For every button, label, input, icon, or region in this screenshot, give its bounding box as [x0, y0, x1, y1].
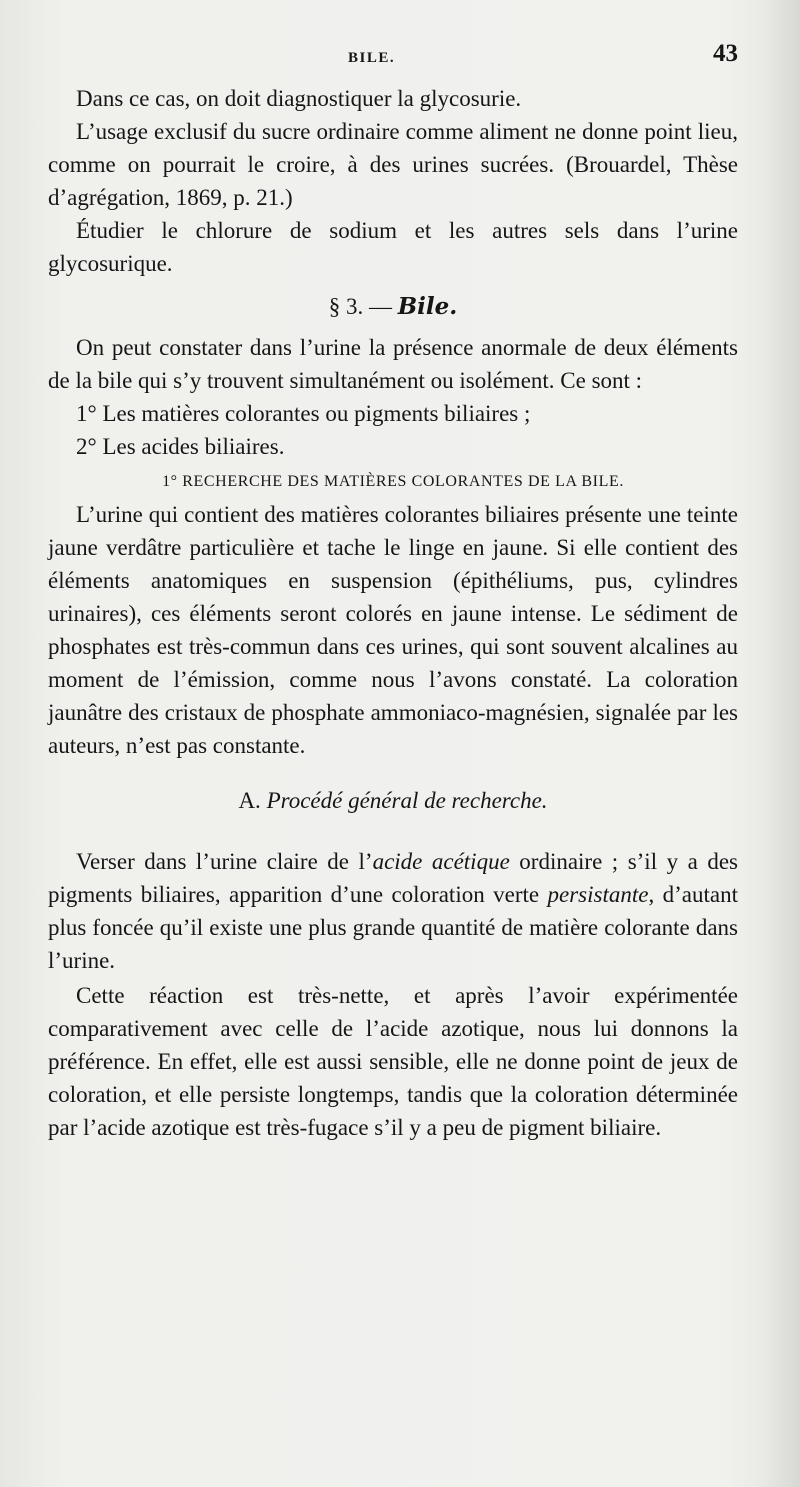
text-run: , d’autant plus foncée qu’il existe une plus grande quantité de matière colorante dans l’urine. — [48, 882, 738, 973]
procedure-title: Procédé général de recherche. — [266, 788, 548, 813]
text-run: Verser dans l’urine claire de l’ — [76, 849, 373, 874]
paragraph-sodium-chloride: Étudier le chlorure de sodium et les autres sels dans l’urine glycosurique. — [48, 218, 738, 276]
page-header — [48, 40, 738, 80]
list-item-acids: 2° Les acides biliaires. — [76, 434, 285, 459]
paragraph-sugar-diet: L’usage exclusif du sucre ordinaire comme aliment ne donne point lieu, comme on pourrait le croire, à des urines sucrées. (Brouardel, Thèse d’agrégation, 1869, p. 21.) — [48, 119, 738, 210]
running-head: BILE. — [348, 50, 396, 66]
emphasis-acetic-acid: acide acétique — [372, 849, 510, 874]
page-body — [48, 82, 738, 1144]
procedure-heading — [48, 784, 738, 817]
page-number: 43 — [713, 40, 738, 67]
subheading-coloring-matter: 1° RECHERCHE DES MATIÈRES COLORANTES DE LA BILE. — [162, 473, 624, 490]
section-heading — [48, 290, 738, 323]
section-title: Bile. — [397, 293, 458, 320]
list-item-pigments: 1° Les matières colorantes ou pigments biliaires ; — [76, 401, 531, 426]
paragraph-reaction: Cette réaction est très-nette, et après l’avoir expérimentée comparativement avec celle de l’acide azotique, nous lui donnons la préférence. En effet, elle est aussi sensible, elle ne donne point de jeux de coloration, et elle persiste longtemps, tandis que la coloration déterminée par l’acide azotique est très-fugace s’il y a peu de pigment biliaire. — [48, 983, 738, 1140]
text-run: ordinaire ; s’il y a des pigments biliaires, apparition d’une coloration verte — [48, 849, 738, 907]
paragraph-diagnosis: Dans ce cas, on doit diagnostiquer la glycosurie. — [76, 86, 522, 111]
paragraph-bile-elements: On peut constater dans l’urine la présence anormale de deux éléments de la bile qui s’y trouvent simultanément ou isolément. Ce sont : — [48, 335, 738, 393]
emphasis-persistent: persistante — [547, 882, 649, 907]
page-edge-shadow — [760, 0, 800, 1487]
section-number: § 3. — — [328, 294, 398, 319]
paragraph-urine-description: L’urine qui contient des matières colorantes biliaires présente une teinte jaune verdâtre particulière et tache le linge en jaune. Si elle contient des éléments anatomiques en suspension (épithéliums, pus, cylindres urinaires), ces éléments seront colorés en jaune intense. Le sédiment de phosphates est très-commun dans ces urines, qui sont souvent alcalines au moment de l’émission, comme nous l’avons constaté. La coloration jaunâtre des cristaux de phosphate ammoniaco-magnésien, signalée par les auteurs, n’est pas constante. — [48, 502, 738, 758]
procedure-letter: A. — [238, 788, 267, 813]
paragraph-acetic-acid — [48, 845, 738, 977]
